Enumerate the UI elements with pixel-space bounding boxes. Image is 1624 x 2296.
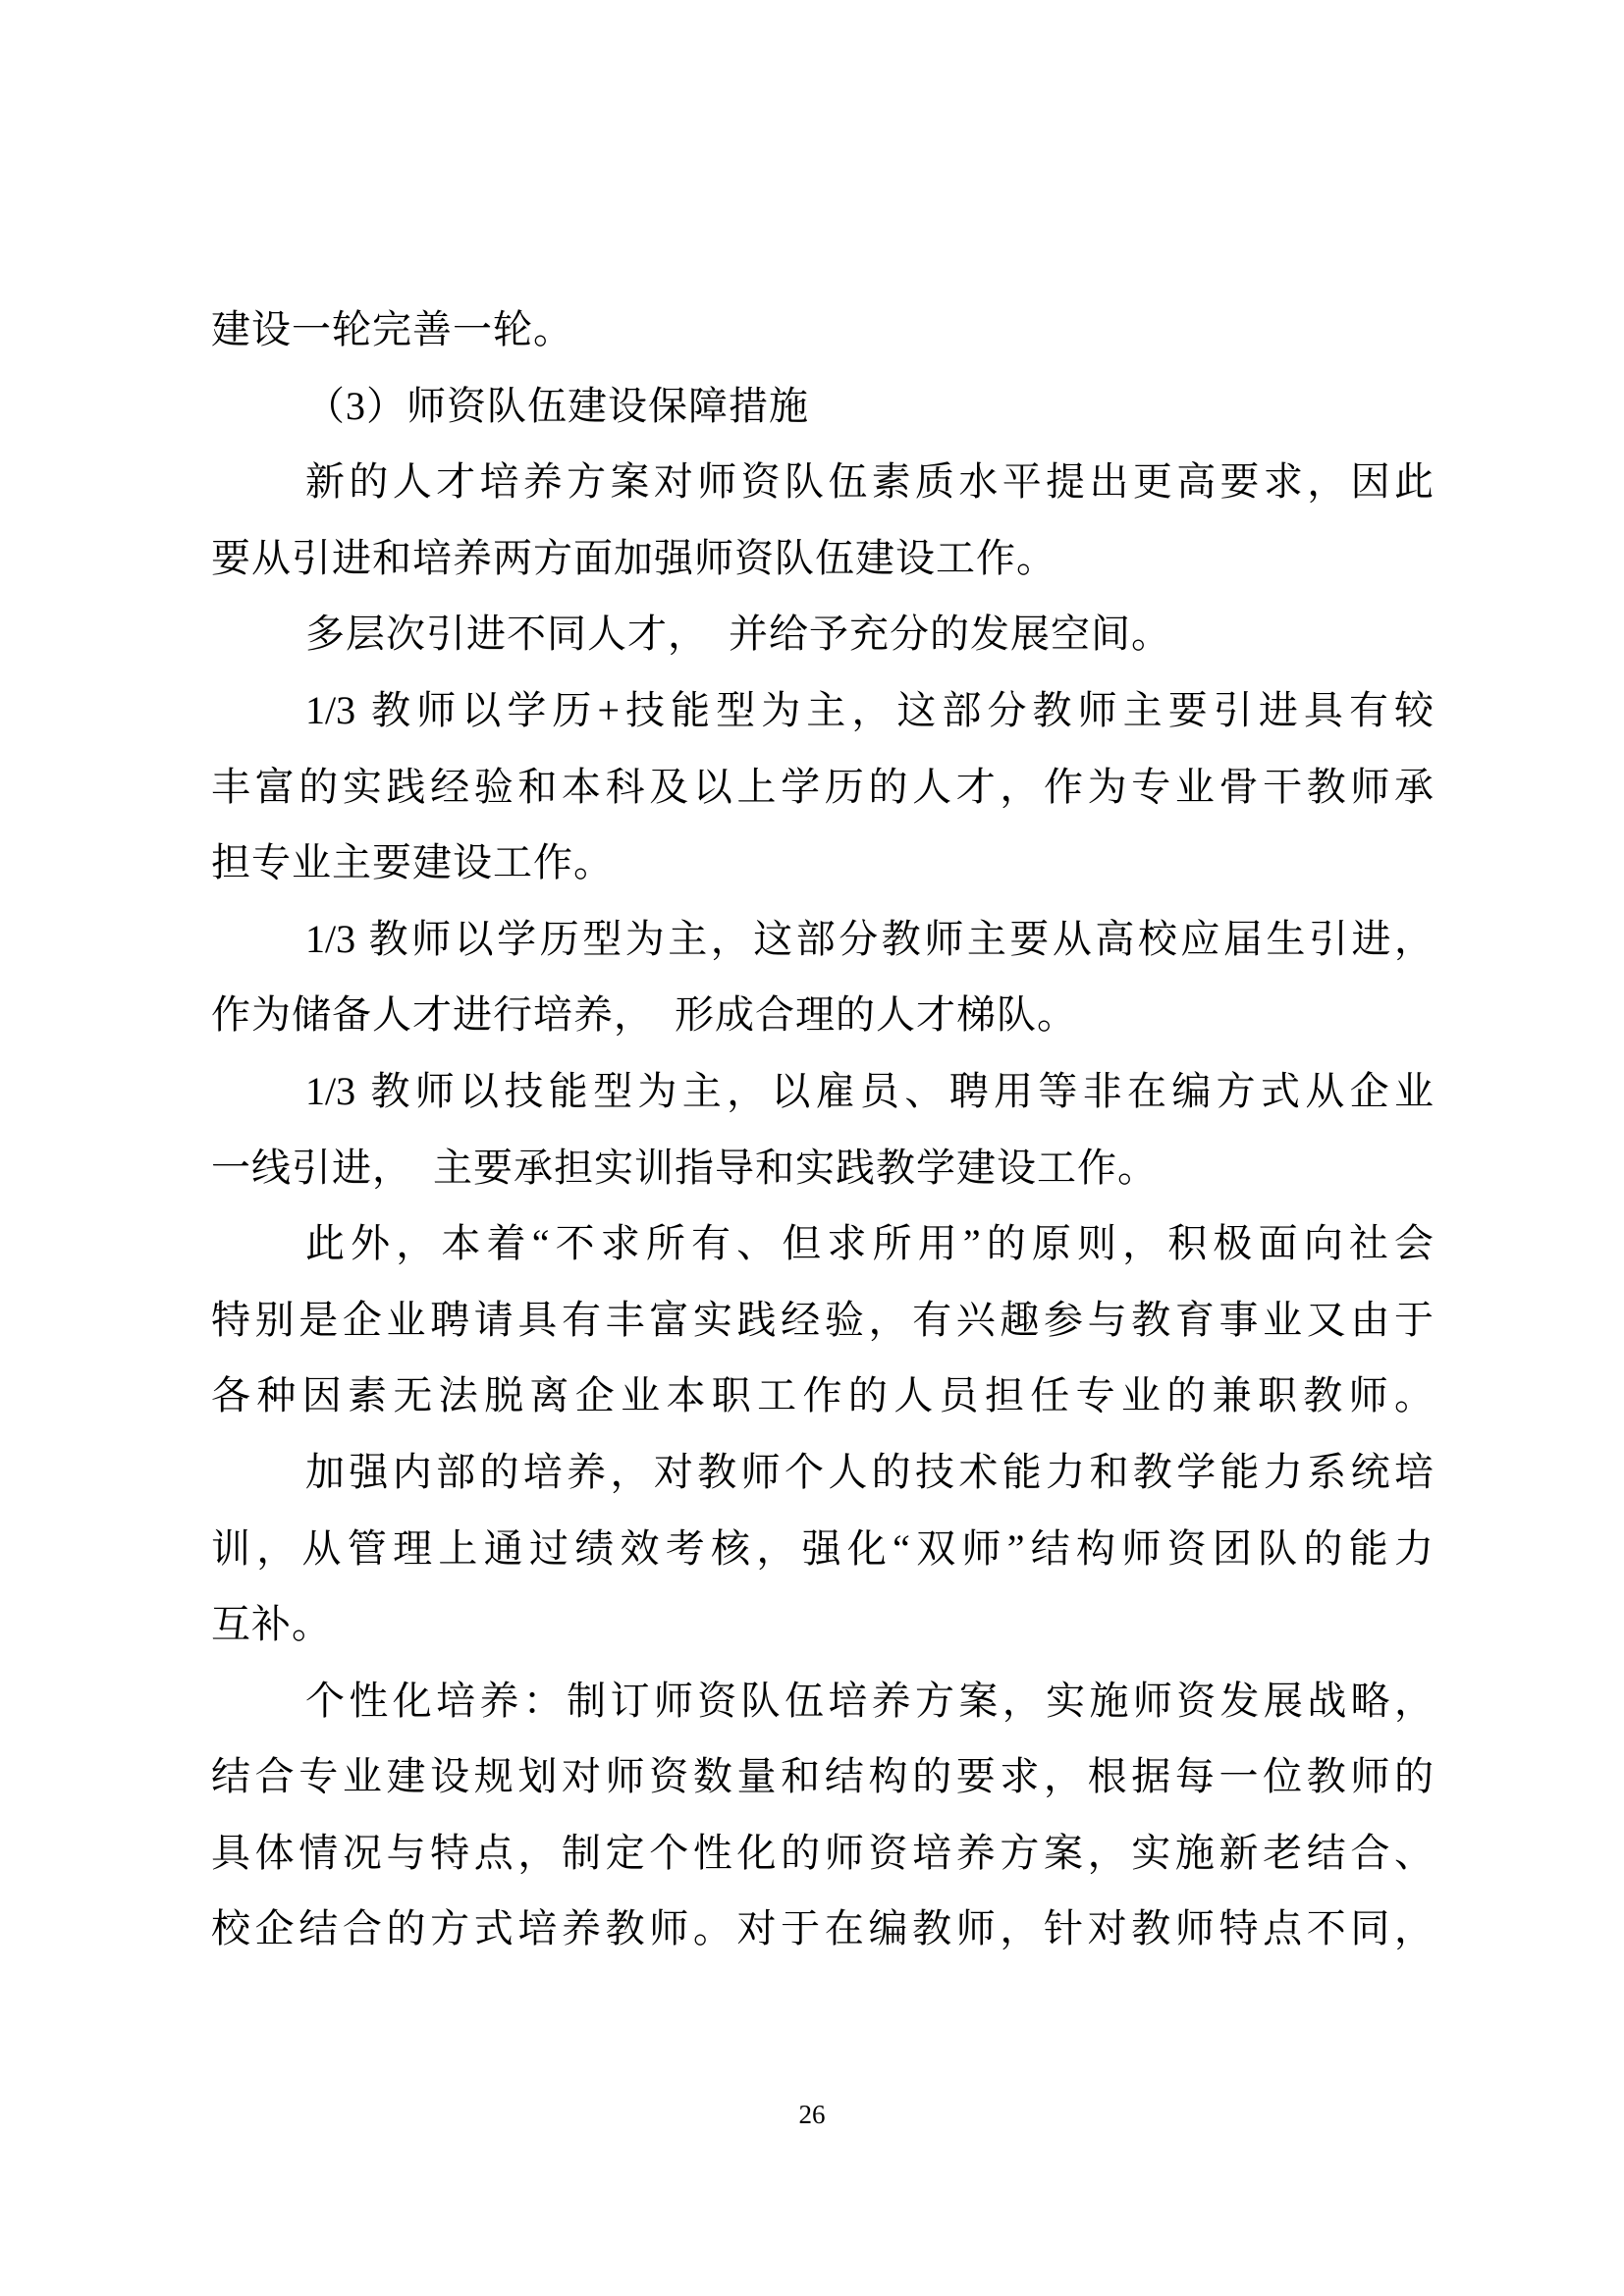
document-text: [211, 292, 1434, 1967]
text-line: 建设一轮完善一轮。: [211, 307, 573, 351]
text-line: 特别是企业聘请具有丰富实践经验，有兴趣参与教育事业又由于: [211, 1297, 1434, 1342]
text-line: 新的人才培养方案对师资队伍素质水平提出更高要求，因此: [305, 459, 1434, 505]
text-line: 作为储备人才进行培养， 形成合理的人才梯队。: [211, 992, 1077, 1038]
page-number: 26: [798, 2100, 826, 2129]
text-line: 担专业主要建设工作。: [211, 840, 614, 885]
text-line: 丰富的实践经验和本科及以上学历的人才，作为专业骨干教师承: [211, 764, 1434, 809]
text-line: 个性化培养：制订师资队伍培养方案，实施师资发展战略，: [305, 1678, 1434, 1723]
text-line: 训，从管理上通过绩效考核，强化“双师”结构师资团队的能力: [211, 1525, 1434, 1571]
text-line: 要从引进和培养两方面加强师资队伍建设工作。: [211, 535, 1056, 580]
text-line: 一线引进， 主要承担实训指导和实践教学建设工作。: [211, 1145, 1158, 1190]
text-line: 校企结合的方式培养教师。对于在编教师，针对教师特点不同，: [211, 1906, 1434, 1951]
text-line: 此外，本着“不求所有、但求所用”的原则，积极面向社会: [305, 1221, 1434, 1266]
text-line: 加强内部的培养，对教师个人的技术能力和教学能力系统培: [305, 1449, 1434, 1494]
text-line: 各种因素无法脱离企业本职工作的人员担任专业的兼职教师。: [211, 1373, 1434, 1418]
text-line: 多层次引进不同人才， 并给予充分的发展空间。: [305, 612, 1171, 657]
text-line: 1/3 教师以学历+技能型为主，这部分教师主要引进具有较: [305, 687, 1434, 732]
text-line: 1/3 教师以技能型为主，以雇员、聘用等非在编方式从企业: [305, 1068, 1434, 1113]
text-line: （3）师资队伍建设保障措施: [305, 383, 809, 428]
text-line: 互补。: [211, 1602, 332, 1647]
text-line: 结合专业建设规划对师资数量和结构的要求，根据每一位教师的: [211, 1754, 1434, 1799]
text-line: 具体情况与特点，制定个性化的师资培养方案，实施新老结合、: [211, 1830, 1434, 1875]
text-line: 1/3 教师以学历型为主，这部分教师主要从高校应届生引进，: [305, 916, 1434, 961]
